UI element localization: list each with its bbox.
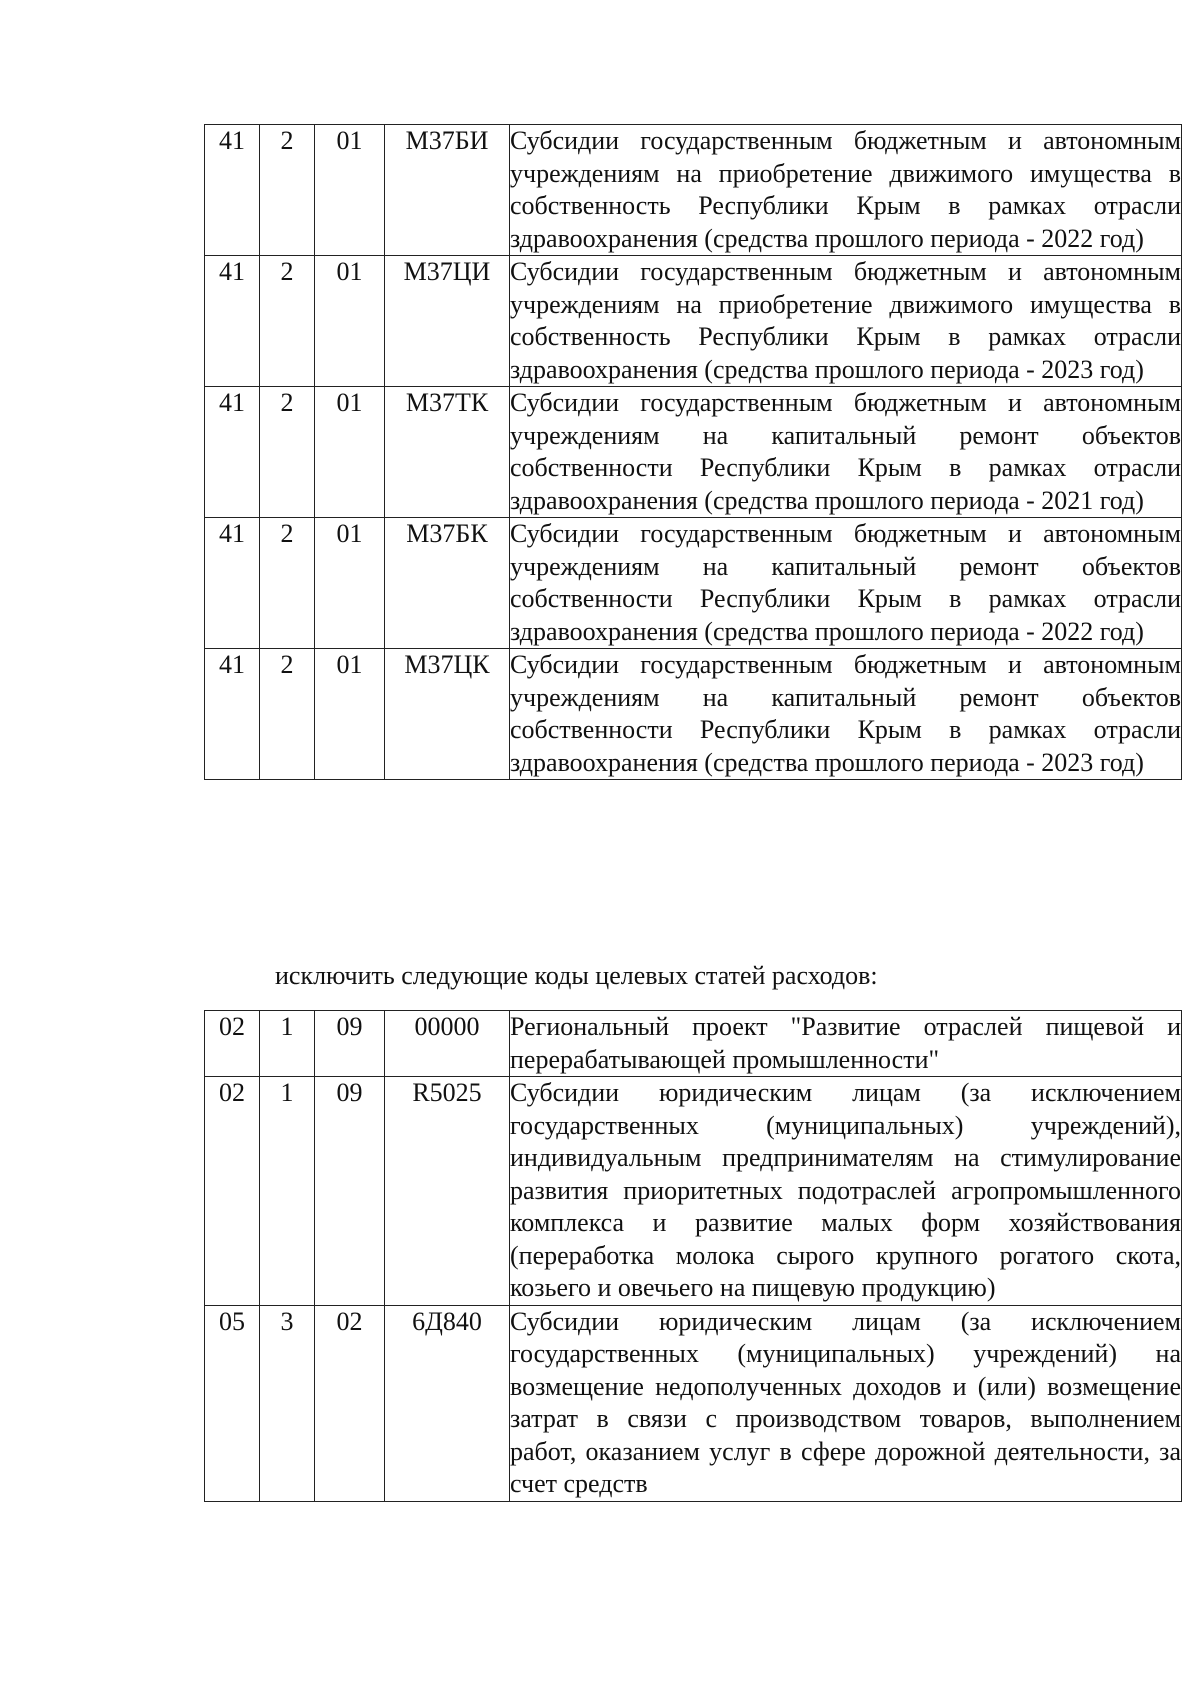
expense-description: Субсидии государственным бюджетным и автономным учреждениям на капитальный ремонт объектов собственности Республики Крым в рамках отрасли здравоохранения (средства прошлого периода - 2023 год) — [510, 649, 1182, 780]
direction-code: М37ТК — [385, 387, 510, 518]
program-code: 41 — [205, 125, 260, 256]
table-row — [205, 518, 1182, 649]
expense-description: Субсидии юридическим лицам (за исключением государственных (муниципальных) учреждений) на возмещение недополученных доходов и (или) возмещение затрат в связи с производством товаров, выполнением работ, оказанием услуг в сфере дорожной деятельности, за счет средств — [510, 1305, 1182, 1501]
subprogram-code: 1 — [260, 1011, 315, 1077]
table-row — [205, 649, 1182, 780]
event-code: 09 — [315, 1011, 385, 1077]
program-code: 05 — [205, 1305, 260, 1501]
table-row — [205, 387, 1182, 518]
expense-description: Субсидии государственным бюджетным и автономным учреждениям на капитальный ремонт объектов собственности Республики Крым в рамках отрасли здравоохранения (средства прошлого периода - 2022 год) — [510, 518, 1182, 649]
codes-table-excluded — [204, 1010, 1182, 1502]
expense-description: Субсидии государственным бюджетным и автономным учреждениям на капитальный ремонт объектов собственности Республики Крым в рамках отрасли здравоохранения (средства прошлого периода - 2021 год) — [510, 387, 1182, 518]
table-row — [205, 256, 1182, 387]
expense-description: Региональный проект "Развитие отраслей пищевой и перерабатывающей промышленности" — [510, 1011, 1182, 1077]
direction-code: М37БК — [385, 518, 510, 649]
program-code: 02 — [205, 1011, 260, 1077]
expense-description: Субсидии государственным бюджетным и автономным учреждениям на приобретение движимого имущества в собственность Республики Крым в рамках отрасли здравоохранения (средства прошлого периода - 2022 год) — [510, 125, 1182, 256]
subprogram-code: 2 — [260, 387, 315, 518]
event-code: 01 — [315, 256, 385, 387]
event-code: 02 — [315, 1305, 385, 1501]
event-code: 01 — [315, 649, 385, 780]
subprogram-code: 1 — [260, 1077, 315, 1306]
program-code: 41 — [205, 518, 260, 649]
program-code: 41 — [205, 649, 260, 780]
subprogram-code: 2 — [260, 649, 315, 780]
program-code: 41 — [205, 256, 260, 387]
table-row — [205, 1011, 1182, 1077]
direction-code: М37ЦК — [385, 649, 510, 780]
event-code: 01 — [315, 518, 385, 649]
table-row — [205, 1305, 1182, 1501]
event-code: 01 — [315, 387, 385, 518]
table-row — [205, 125, 1182, 256]
direction-code: 00000 — [385, 1011, 510, 1077]
program-code: 02 — [205, 1077, 260, 1306]
codes-table-included — [204, 124, 1182, 780]
event-code: 09 — [315, 1077, 385, 1306]
exclusion-intro-text: исключить следующие коды целевых статей расходов: — [275, 961, 878, 990]
table-row — [205, 1077, 1182, 1306]
direction-code: М37БИ — [385, 125, 510, 256]
expense-description: Субсидии государственным бюджетным и автономным учреждениям на приобретение движимого имущества в собственность Республики Крым в рамках отрасли здравоохранения (средства прошлого периода - 2023 год) — [510, 256, 1182, 387]
subprogram-code: 3 — [260, 1305, 315, 1501]
subprogram-code: 2 — [260, 256, 315, 387]
event-code: 01 — [315, 125, 385, 256]
expense-description: Субсидии юридическим лицам (за исключением государственных (муниципальных) учреждений), индивидуальным предпринимателям на стимулирование развития приоритетных подотраслей агропромышленного комплекса и развитие малых форм хозяйствования (переработка молока сырого крупного рогатого скота, козьего и овечьего на пищевую продукцию) — [510, 1077, 1182, 1306]
direction-code: R5025 — [385, 1077, 510, 1306]
subprogram-code: 2 — [260, 518, 315, 649]
program-code: 41 — [205, 387, 260, 518]
direction-code: 6Д840 — [385, 1305, 510, 1501]
direction-code: М37ЦИ — [385, 256, 510, 387]
subprogram-code: 2 — [260, 125, 315, 256]
